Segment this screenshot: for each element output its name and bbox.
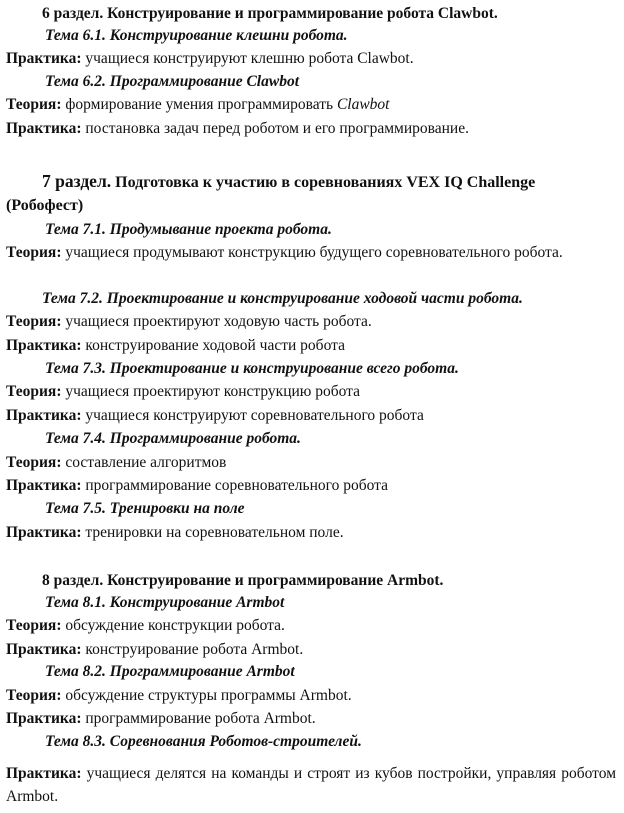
theory-text: формирование умения программировать bbox=[65, 96, 334, 113]
practice-text: конструирование ходовой части робота bbox=[85, 337, 345, 354]
topic-8-2-title: Тема 8.2. Программирование Armbot bbox=[45, 663, 295, 680]
topic-7-4-title: Тема 7.4. Программирование робота. bbox=[45, 430, 301, 447]
practice-label: Практика: bbox=[6, 120, 82, 137]
practice-label: Практика: bbox=[6, 407, 82, 424]
topic-6-1-practice bbox=[6, 48, 616, 69]
topic-7-3-title: Тема 7.3. Проектирование и конструирование всего робота. bbox=[45, 360, 459, 377]
topic-6-2-practice bbox=[6, 118, 616, 139]
topic-7-2-title: Тема 7.2. Проектирование и конструирование ходовой части робота. bbox=[42, 290, 523, 307]
topic-7-1-title: Тема 7.1. Продумывание проекта робота. bbox=[45, 221, 332, 238]
theory-label: Теория: bbox=[6, 244, 62, 261]
practice-text: конструирование робота Armbot. bbox=[85, 641, 304, 658]
practice-label: Практика: bbox=[6, 50, 82, 67]
practice-text: учащиеся делятся на команды и строят из кубов постройки, управляя роботом Armbot. bbox=[6, 765, 617, 805]
theory-text: учащиеся проектируют конструкцию робота bbox=[65, 383, 361, 400]
practice-label: Практика: bbox=[6, 710, 82, 727]
practice-text: учащиеся конструируют соревновательного робота bbox=[85, 407, 424, 424]
section-8-title: 8 раздел. Конструирование и программирование Armbot. bbox=[42, 572, 444, 589]
theory-label: Теория: bbox=[6, 687, 62, 704]
theory-text: обсуждение конструкции робота. bbox=[65, 617, 285, 634]
theory-label: Теория: bbox=[6, 383, 62, 400]
topic-8-1-practice bbox=[6, 639, 616, 660]
topic-7-4-practice bbox=[6, 475, 616, 496]
topic-6-1-title: Тема 6.1. Конструирование клешни робота. bbox=[45, 27, 348, 44]
theory-text: учащиеся проектируют ходовую часть робота. bbox=[65, 313, 372, 330]
topic-8-3-practice bbox=[6, 762, 616, 808]
theory-text: обсуждение структуры программы Armbot. bbox=[65, 687, 352, 704]
practice-text: программирование соревновательного робота bbox=[85, 477, 389, 494]
topic-8-1-title: Тема 8.1. Конструирование Armbot bbox=[45, 594, 285, 611]
topic-6-2-title: Тема 6.2. Программирование Clawbot bbox=[45, 73, 299, 90]
section-7-number: 7 раздел. bbox=[42, 171, 112, 191]
theory-text-italic: Clawbot bbox=[336, 96, 390, 113]
topic-8-2-theory bbox=[6, 685, 616, 706]
practice-text: программирование робота Armbot. bbox=[85, 710, 316, 727]
topic-6-2-theory bbox=[6, 94, 616, 115]
practice-label: Практика: bbox=[6, 641, 82, 658]
topic-7-5-practice bbox=[6, 522, 616, 543]
practice-text: тренировки на соревновательном поле. bbox=[85, 524, 344, 541]
practice-label: Практика: bbox=[6, 765, 82, 782]
topic-7-3-theory bbox=[6, 381, 616, 402]
section-6-title: 6 раздел. Конструирование и программирование робота Clawbot. bbox=[42, 5, 498, 22]
practice-label: Практика: bbox=[6, 337, 82, 354]
practice-label: Практика: bbox=[6, 524, 82, 541]
topic-8-3-title: Тема 8.3. Соревнования Роботов-строителей. bbox=[45, 733, 362, 750]
topic-7-2-practice bbox=[6, 335, 616, 356]
section-7-title bbox=[6, 170, 616, 217]
topic-8-1-theory bbox=[6, 615, 616, 636]
topic-7-2-theory bbox=[6, 311, 616, 332]
theory-label: Теория: bbox=[6, 96, 62, 113]
practice-label: Практика: bbox=[6, 477, 82, 494]
topic-7-4-theory bbox=[6, 452, 616, 473]
practice-text: постановка задач перед роботом и его программирование. bbox=[85, 120, 469, 137]
theory-label: Теория: bbox=[6, 454, 62, 471]
theory-text: учащиеся продумывают конструкцию будущего соревновательного робота. bbox=[65, 244, 563, 261]
theory-label: Теория: bbox=[6, 313, 62, 330]
theory-text: составление алгоритмов bbox=[65, 454, 227, 471]
practice-text: учащиеся конструируют клешню робота Clawbot. bbox=[85, 50, 414, 67]
topic-8-2-practice bbox=[6, 708, 616, 729]
section-7-heading: Подготовка к участию в соревнованиях VEX IQ Challenge (Робофест) bbox=[6, 174, 536, 214]
topic-7-5-title: Тема 7.5. Тренировки на поле bbox=[45, 500, 245, 517]
topic-7-3-practice bbox=[6, 405, 616, 426]
theory-label: Теория: bbox=[6, 617, 62, 634]
topic-7-1-theory bbox=[6, 242, 616, 264]
